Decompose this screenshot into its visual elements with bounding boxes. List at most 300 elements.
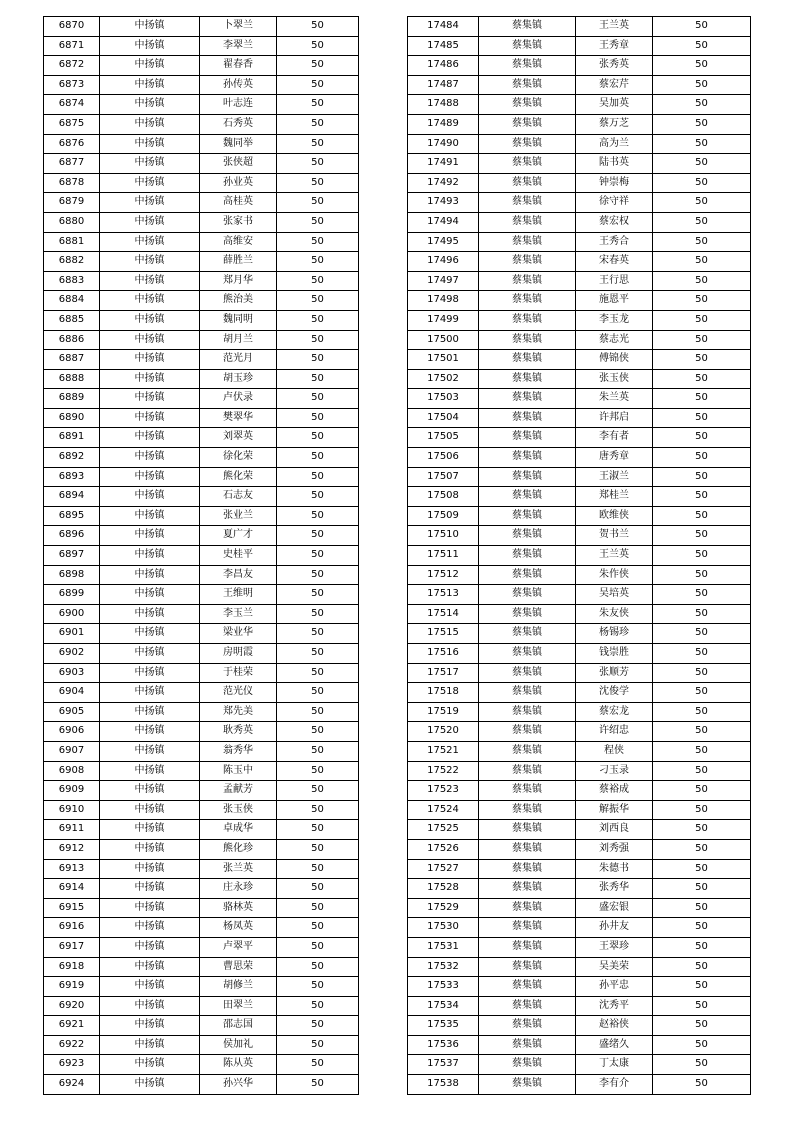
town-cell: 蔡集镇: [479, 937, 576, 957]
amount-cell: 50: [277, 565, 359, 585]
amount-cell: 50: [277, 898, 359, 918]
town-cell: 中扬镇: [100, 898, 200, 918]
serial-number-cell: 17487: [408, 75, 479, 95]
serial-number-cell: 6920: [44, 996, 100, 1016]
table-row: [44, 1055, 359, 1075]
person-name-cell: 吴培英: [576, 585, 653, 605]
table-row: [408, 193, 751, 213]
amount-cell: 50: [277, 95, 359, 115]
table-row: [408, 134, 751, 154]
serial-number-cell: 6873: [44, 75, 100, 95]
town-cell: 中扬镇: [100, 17, 200, 37]
serial-number-cell: 17497: [408, 271, 479, 291]
amount-cell: 50: [653, 898, 751, 918]
person-name-cell: 胡玉珍: [200, 369, 277, 389]
serial-number-cell: 17528: [408, 879, 479, 899]
person-name-cell: 张侠超: [200, 154, 277, 174]
person-name-cell: 李有介: [576, 1075, 653, 1095]
amount-cell: 50: [653, 741, 751, 761]
table-row: [408, 565, 751, 585]
person-name-cell: 傅锦侠: [576, 350, 653, 370]
amount-cell: 50: [653, 134, 751, 154]
table-row: [408, 154, 751, 174]
table-row: [44, 722, 359, 742]
table-row: [408, 898, 751, 918]
table-row: [44, 781, 359, 801]
serial-number-cell: 17493: [408, 193, 479, 213]
serial-number-cell: 6870: [44, 17, 100, 37]
serial-number-cell: 6916: [44, 918, 100, 938]
table-row: [408, 448, 751, 468]
town-cell: 中扬镇: [100, 604, 200, 624]
person-name-cell: 朱德书: [576, 859, 653, 879]
amount-cell: 50: [277, 1016, 359, 1036]
person-name-cell: 王行思: [576, 271, 653, 291]
amount-cell: 50: [653, 624, 751, 644]
serial-number-cell: 6904: [44, 683, 100, 703]
serial-number-cell: 6898: [44, 565, 100, 585]
table-row: [44, 820, 359, 840]
amount-cell: 50: [653, 683, 751, 703]
table-row: [44, 800, 359, 820]
serial-number-cell: 6886: [44, 330, 100, 350]
person-name-cell: 赵裕侠: [576, 1016, 653, 1036]
serial-number-cell: 6910: [44, 800, 100, 820]
town-cell: 中扬镇: [100, 350, 200, 370]
amount-cell: 50: [653, 467, 751, 487]
town-cell: 蔡集镇: [479, 957, 576, 977]
serial-number-cell: 17495: [408, 232, 479, 252]
town-cell: 蔡集镇: [479, 1055, 576, 1075]
person-name-cell: 朱友侠: [576, 604, 653, 624]
table-row: [408, 467, 751, 487]
table-row: [408, 114, 751, 134]
table-row: [44, 996, 359, 1016]
table-row: [44, 252, 359, 272]
table-row: [408, 839, 751, 859]
amount-cell: 50: [277, 604, 359, 624]
serial-number-cell: 17524: [408, 800, 479, 820]
table-row: [408, 173, 751, 193]
serial-number-cell: 17523: [408, 781, 479, 801]
amount-cell: 50: [277, 839, 359, 859]
serial-number-cell: 6895: [44, 506, 100, 526]
town-cell: 中扬镇: [100, 252, 200, 272]
person-name-cell: 叶志连: [200, 95, 277, 115]
person-name-cell: 徐化荣: [200, 448, 277, 468]
serial-number-cell: 17505: [408, 428, 479, 448]
person-name-cell: 唐秀章: [576, 448, 653, 468]
table-row: [408, 291, 751, 311]
town-cell: 蔡集镇: [479, 467, 576, 487]
serial-number-cell: 17506: [408, 448, 479, 468]
town-cell: 中扬镇: [100, 800, 200, 820]
serial-number-cell: 17534: [408, 996, 479, 1016]
person-name-cell: 魏同明: [200, 310, 277, 330]
table-row: [408, 937, 751, 957]
person-name-cell: 熊化珍: [200, 839, 277, 859]
table-row: [44, 546, 359, 566]
town-cell: 中扬镇: [100, 937, 200, 957]
table-row: [44, 644, 359, 664]
person-name-cell: 樊翠华: [200, 408, 277, 428]
amount-cell: 50: [277, 585, 359, 605]
person-name-cell: 庄永珍: [200, 879, 277, 899]
table-row: [44, 36, 359, 56]
town-cell: 蔡集镇: [479, 585, 576, 605]
person-name-cell: 郑先美: [200, 702, 277, 722]
amount-cell: 50: [277, 624, 359, 644]
person-name-cell: 耿秀英: [200, 722, 277, 742]
person-name-cell: 田翠兰: [200, 996, 277, 1016]
amount-cell: 50: [277, 212, 359, 232]
person-name-cell: 蔡宏芹: [576, 75, 653, 95]
amount-cell: 50: [277, 369, 359, 389]
person-name-cell: 陈玉中: [200, 761, 277, 781]
amount-cell: 50: [653, 330, 751, 350]
table-row: [44, 957, 359, 977]
town-cell: 中扬镇: [100, 683, 200, 703]
person-name-cell: 程侠: [576, 741, 653, 761]
town-cell: 蔡集镇: [479, 1075, 576, 1095]
table-row: [44, 212, 359, 232]
amount-cell: 50: [277, 291, 359, 311]
table-row: [44, 448, 359, 468]
table-row: [408, 17, 751, 37]
person-name-cell: 徐守祥: [576, 193, 653, 213]
town-cell: 中扬镇: [100, 212, 200, 232]
town-cell: 蔡集镇: [479, 114, 576, 134]
amount-cell: 50: [277, 937, 359, 957]
table-row: [408, 624, 751, 644]
amount-cell: 50: [653, 585, 751, 605]
table-row: [408, 56, 751, 76]
serial-number-cell: 6918: [44, 957, 100, 977]
serial-number-cell: 6908: [44, 761, 100, 781]
serial-number-cell: 6877: [44, 154, 100, 174]
town-cell: 蔡集镇: [479, 879, 576, 899]
serial-number-cell: 6874: [44, 95, 100, 115]
table-row: [408, 369, 751, 389]
amount-cell: 50: [277, 702, 359, 722]
person-name-cell: 卢翠平: [200, 937, 277, 957]
town-cell: 蔡集镇: [479, 154, 576, 174]
person-name-cell: 欧维侠: [576, 506, 653, 526]
table-row: [408, 683, 751, 703]
table-row: [408, 879, 751, 899]
amount-cell: 50: [277, 154, 359, 174]
amount-cell: 50: [653, 114, 751, 134]
amount-cell: 50: [277, 330, 359, 350]
serial-number-cell: 17527: [408, 859, 479, 879]
person-name-cell: 孙业英: [200, 173, 277, 193]
serial-number-cell: 6896: [44, 526, 100, 546]
amount-cell: 50: [653, 232, 751, 252]
person-name-cell: 翟春香: [200, 56, 277, 76]
serial-number-cell: 17507: [408, 467, 479, 487]
table-row: [44, 487, 359, 507]
person-name-cell: 高维安: [200, 232, 277, 252]
table-row: [408, 644, 751, 664]
table-row: [408, 310, 751, 330]
table-row: [44, 937, 359, 957]
amount-cell: 50: [653, 996, 751, 1016]
roster-table-left: [43, 16, 359, 1095]
town-cell: 蔡集镇: [479, 310, 576, 330]
person-name-cell: 史桂平: [200, 546, 277, 566]
person-name-cell: 刁玉录: [576, 761, 653, 781]
person-name-cell: 杨锡珍: [576, 624, 653, 644]
amount-cell: 50: [653, 820, 751, 840]
town-cell: 中扬镇: [100, 526, 200, 546]
town-cell: 蔡集镇: [479, 56, 576, 76]
person-name-cell: 丁太康: [576, 1055, 653, 1075]
person-name-cell: 李玉兰: [200, 604, 277, 624]
person-name-cell: 吴加英: [576, 95, 653, 115]
person-name-cell: 曹思荣: [200, 957, 277, 977]
table-row: [44, 898, 359, 918]
serial-number-cell: 17494: [408, 212, 479, 232]
town-cell: 蔡集镇: [479, 526, 576, 546]
serial-number-cell: 6881: [44, 232, 100, 252]
serial-number-cell: 17538: [408, 1075, 479, 1095]
town-cell: 中扬镇: [100, 36, 200, 56]
amount-cell: 50: [277, 271, 359, 291]
amount-cell: 50: [277, 506, 359, 526]
amount-cell: 50: [653, 173, 751, 193]
person-name-cell: 房明霞: [200, 644, 277, 664]
amount-cell: 50: [653, 565, 751, 585]
person-name-cell: 李翠兰: [200, 36, 277, 56]
person-name-cell: 刘翠英: [200, 428, 277, 448]
table-row: [408, 585, 751, 605]
serial-number-cell: 17509: [408, 506, 479, 526]
person-name-cell: 朱兰英: [576, 389, 653, 409]
table-row: [408, 781, 751, 801]
table-row: [44, 526, 359, 546]
amount-cell: 50: [653, 1055, 751, 1075]
amount-cell: 50: [277, 232, 359, 252]
amount-cell: 50: [277, 918, 359, 938]
serial-number-cell: 6919: [44, 977, 100, 997]
town-cell: 中扬镇: [100, 291, 200, 311]
town-cell: 蔡集镇: [479, 918, 576, 938]
table-row: [44, 95, 359, 115]
town-cell: 中扬镇: [100, 56, 200, 76]
table-row: [44, 56, 359, 76]
amount-cell: 50: [277, 820, 359, 840]
table-row: [408, 232, 751, 252]
person-name-cell: 于桂荣: [200, 663, 277, 683]
serial-number-cell: 17525: [408, 820, 479, 840]
table-row: [44, 859, 359, 879]
serial-number-cell: 6883: [44, 271, 100, 291]
person-name-cell: 薛胜兰: [200, 252, 277, 272]
town-cell: 中扬镇: [100, 487, 200, 507]
table-row: [408, 604, 751, 624]
town-cell: 中扬镇: [100, 1055, 200, 1075]
table-row: [408, 75, 751, 95]
serial-number-cell: 6888: [44, 369, 100, 389]
town-cell: 蔡集镇: [479, 859, 576, 879]
serial-number-cell: 17503: [408, 389, 479, 409]
table-row: [44, 839, 359, 859]
person-name-cell: 刘秀强: [576, 839, 653, 859]
amount-cell: 50: [653, 722, 751, 742]
table-row: [44, 1035, 359, 1055]
person-name-cell: 翁秀华: [200, 741, 277, 761]
serial-number-cell: 17484: [408, 17, 479, 37]
person-name-cell: 高为兰: [576, 134, 653, 154]
serial-number-cell: 6884: [44, 291, 100, 311]
amount-cell: 50: [653, 663, 751, 683]
town-cell: 蔡集镇: [479, 487, 576, 507]
town-cell: 中扬镇: [100, 232, 200, 252]
serial-number-cell: 6923: [44, 1055, 100, 1075]
town-cell: 中扬镇: [100, 506, 200, 526]
table-row: [408, 36, 751, 56]
amount-cell: 50: [277, 644, 359, 664]
serial-number-cell: 17486: [408, 56, 479, 76]
amount-cell: 50: [277, 17, 359, 37]
serial-number-cell: 17501: [408, 350, 479, 370]
person-name-cell: 张业兰: [200, 506, 277, 526]
table-row: [44, 565, 359, 585]
town-cell: 中扬镇: [100, 173, 200, 193]
person-name-cell: 孙传英: [200, 75, 277, 95]
town-cell: 中扬镇: [100, 467, 200, 487]
table-row: [408, 702, 751, 722]
serial-number-cell: 17500: [408, 330, 479, 350]
table-row: [44, 134, 359, 154]
town-cell: 蔡集镇: [479, 506, 576, 526]
table-row: [408, 350, 751, 370]
town-cell: 中扬镇: [100, 957, 200, 977]
town-cell: 蔡集镇: [479, 95, 576, 115]
table-row: [408, 957, 751, 977]
amount-cell: 50: [653, 1035, 751, 1055]
serial-number-cell: 17522: [408, 761, 479, 781]
table-row: [44, 154, 359, 174]
table-row: [44, 663, 359, 683]
amount-cell: 50: [277, 761, 359, 781]
person-name-cell: 梁业华: [200, 624, 277, 644]
serial-number-cell: 17499: [408, 310, 479, 330]
table-row: [408, 330, 751, 350]
table-row: [408, 271, 751, 291]
amount-cell: 50: [277, 526, 359, 546]
table-row: [408, 506, 751, 526]
table-row: [44, 330, 359, 350]
town-cell: 蔡集镇: [479, 350, 576, 370]
town-cell: 中扬镇: [100, 624, 200, 644]
serial-number-cell: 17489: [408, 114, 479, 134]
person-name-cell: 孙井友: [576, 918, 653, 938]
town-cell: 蔡集镇: [479, 839, 576, 859]
person-name-cell: 卢伏录: [200, 389, 277, 409]
serial-number-cell: 6871: [44, 36, 100, 56]
amount-cell: 50: [653, 291, 751, 311]
table-row: [408, 389, 751, 409]
table-row: [408, 996, 751, 1016]
town-cell: 蔡集镇: [479, 722, 576, 742]
amount-cell: 50: [653, 193, 751, 213]
serial-number-cell: 6891: [44, 428, 100, 448]
table-row: [408, 722, 751, 742]
amount-cell: 50: [653, 95, 751, 115]
serial-number-cell: 6914: [44, 879, 100, 899]
amount-cell: 50: [277, 1075, 359, 1095]
person-name-cell: 朱作侠: [576, 565, 653, 585]
town-cell: 蔡集镇: [479, 75, 576, 95]
serial-number-cell: 6887: [44, 350, 100, 370]
town-cell: 蔡集镇: [479, 212, 576, 232]
person-name-cell: 王维明: [200, 585, 277, 605]
roster-table-right: [407, 16, 751, 1095]
amount-cell: 50: [277, 428, 359, 448]
person-name-cell: 盛宏银: [576, 898, 653, 918]
roster-table-right-body: [408, 17, 751, 1095]
table-row: [408, 1035, 751, 1055]
amount-cell: 50: [653, 448, 751, 468]
town-cell: 蔡集镇: [479, 898, 576, 918]
person-name-cell: 许邦启: [576, 408, 653, 428]
amount-cell: 50: [277, 389, 359, 409]
person-name-cell: 王秀章: [576, 36, 653, 56]
person-name-cell: 陆书英: [576, 154, 653, 174]
serial-number-cell: 17488: [408, 95, 479, 115]
table-row: [408, 761, 751, 781]
town-cell: 蔡集镇: [479, 644, 576, 664]
amount-cell: 50: [653, 369, 751, 389]
table-row: [408, 820, 751, 840]
person-name-cell: 宋春英: [576, 252, 653, 272]
amount-cell: 50: [653, 1075, 751, 1095]
amount-cell: 50: [653, 781, 751, 801]
town-cell: 中扬镇: [100, 977, 200, 997]
person-name-cell: 张兰英: [200, 859, 277, 879]
serial-number-cell: 17510: [408, 526, 479, 546]
serial-number-cell: 6872: [44, 56, 100, 76]
table-row: [44, 918, 359, 938]
town-cell: 中扬镇: [100, 781, 200, 801]
person-name-cell: 张家书: [200, 212, 277, 232]
table-row: [44, 1075, 359, 1095]
person-name-cell: 李昌友: [200, 565, 277, 585]
town-cell: 蔡集镇: [479, 17, 576, 37]
amount-cell: 50: [277, 996, 359, 1016]
amount-cell: 50: [653, 800, 751, 820]
amount-cell: 50: [277, 663, 359, 683]
town-cell: 蔡集镇: [479, 565, 576, 585]
table-row: [44, 114, 359, 134]
amount-cell: 50: [653, 1016, 751, 1036]
serial-number-cell: 6900: [44, 604, 100, 624]
amount-cell: 50: [653, 977, 751, 997]
table-row: [408, 663, 751, 683]
person-name-cell: 高桂英: [200, 193, 277, 213]
table-row: [408, 487, 751, 507]
amount-cell: 50: [653, 17, 751, 37]
table-row: [44, 291, 359, 311]
amount-cell: 50: [277, 134, 359, 154]
town-cell: 蔡集镇: [479, 389, 576, 409]
serial-number-cell: 17498: [408, 291, 479, 311]
serial-number-cell: 6892: [44, 448, 100, 468]
town-cell: 中扬镇: [100, 663, 200, 683]
town-cell: 中扬镇: [100, 1016, 200, 1036]
amount-cell: 50: [653, 506, 751, 526]
